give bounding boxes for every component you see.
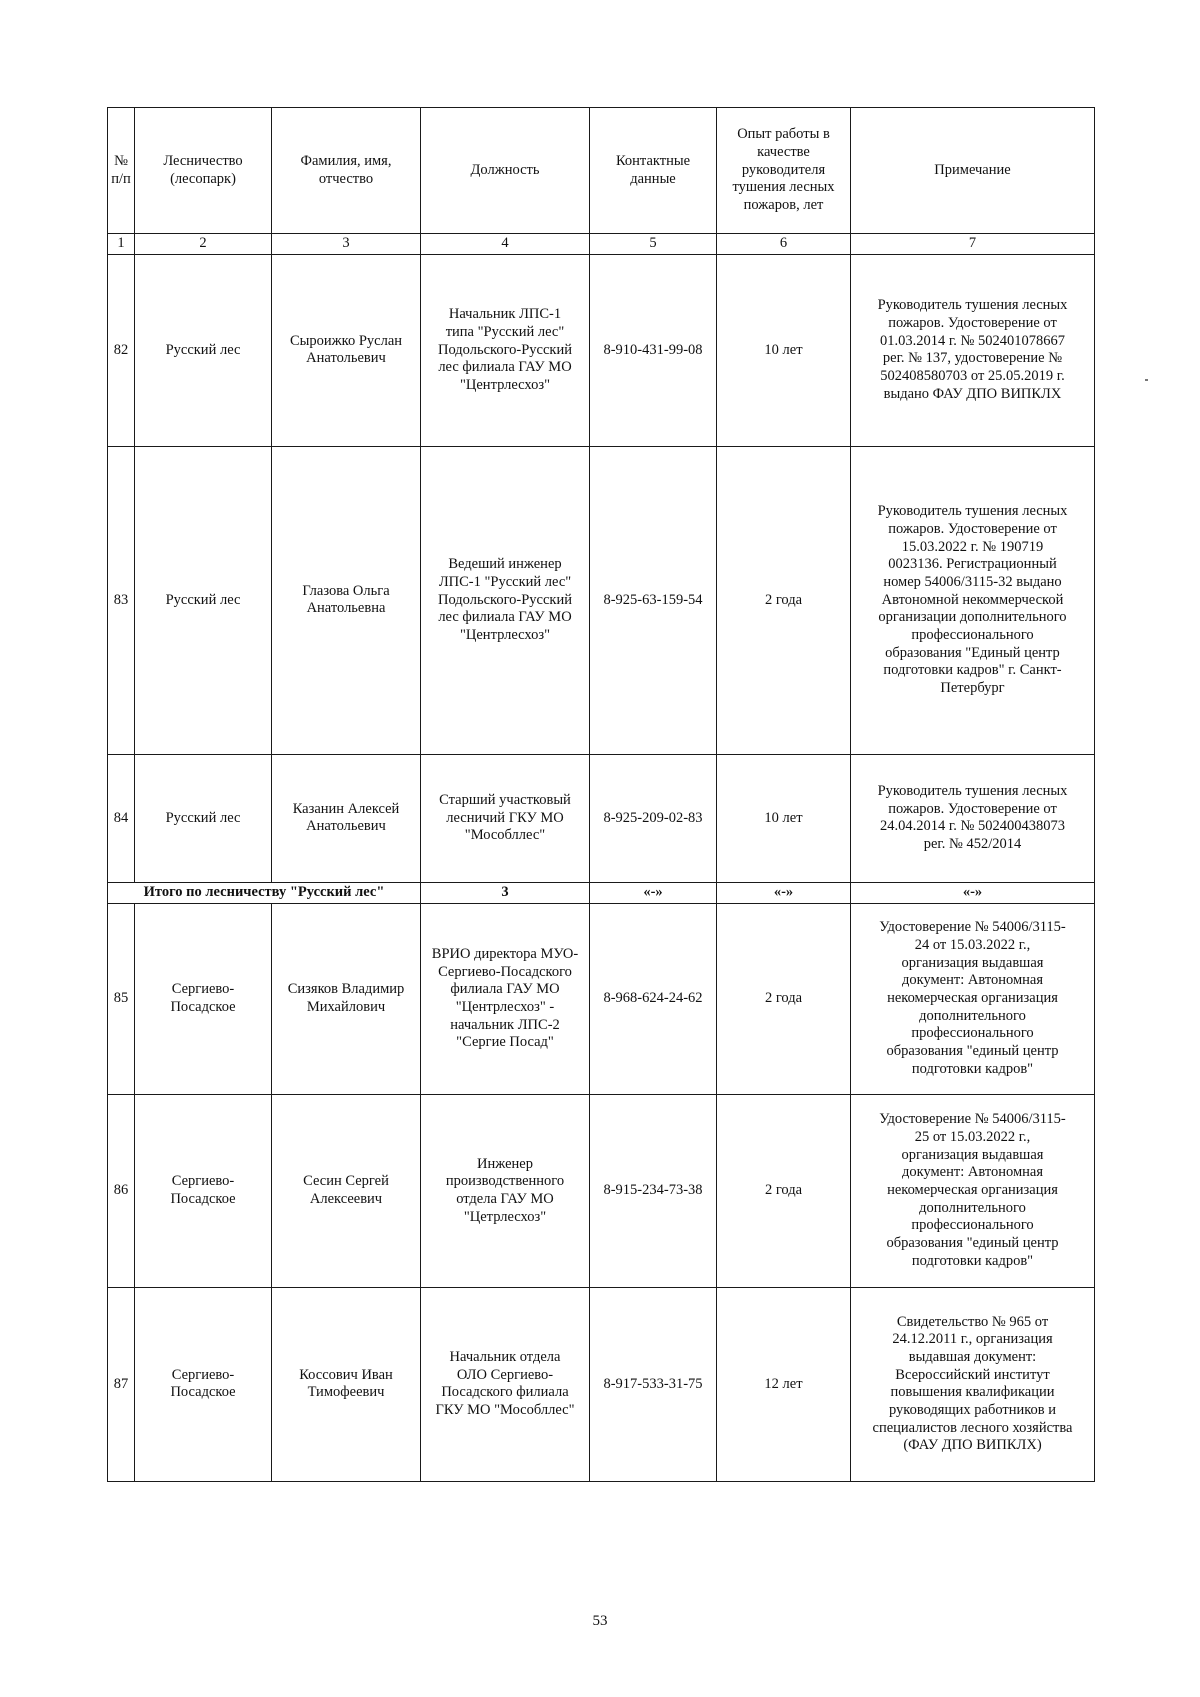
column-number: 6: [717, 234, 851, 255]
header-note: Примечание: [851, 108, 1095, 234]
row-contacts: 8-910-431-99-08: [590, 254, 717, 446]
row-contacts: 8-968-624-24-62: [590, 903, 717, 1094]
subtotal-row: [108, 882, 1095, 903]
row-experience: 2 года: [717, 903, 851, 1094]
header-fio: Фамилия, имя, отчество: [272, 108, 421, 234]
subtotal-count: 3: [421, 882, 590, 903]
row-fio: Глазова Ольга Анатольевна: [272, 446, 421, 754]
row-fio: Сесин Сергей Алексеевич: [272, 1094, 421, 1287]
row-note: Руководитель тушения лесных пожаров. Удостоверение от 01.03.2014 г. № 502401078667 рег. № 137, удостоверение № 502408580703 от 25.05.2019 г. выдано ФАУ ДПО ВИПКЛХ: [851, 254, 1095, 446]
row-position: Старший участковый лесничий ГКУ МО "Мособллес": [421, 754, 590, 882]
row-forestry: Русский лес: [135, 754, 272, 882]
row-contacts: 8-925-63-159-54: [590, 446, 717, 754]
row-position: Ведеший инженер ЛПС-1 "Русский лес" Подольского-Русский лес филиала ГАУ МО "Центрлесхоз": [421, 446, 590, 754]
table-row: [108, 903, 1095, 1094]
subtotal-note: «-»: [851, 882, 1095, 903]
row-forestry: Сергиево- Посадское: [135, 903, 272, 1094]
row-note: Удостоверение № 54006/3115- 25 от 15.03.2022 г., организация выдавшая документ: Автономная некомерческая организация дополнительного профессионального образования "единый центр подготовки кадров": [851, 1094, 1095, 1287]
row-num: 83: [108, 446, 135, 754]
subtotal-label: Итого по лесничеству "Русский лес": [108, 882, 421, 903]
row-num: 87: [108, 1287, 135, 1481]
column-number: 5: [590, 234, 717, 255]
subtotal-experience: «-»: [717, 882, 851, 903]
row-experience: 2 года: [717, 446, 851, 754]
page-number: 53: [592, 1613, 608, 1629]
row-experience: 10 лет: [717, 254, 851, 446]
row-contacts: 8-917-533-31-75: [590, 1287, 717, 1481]
forest-fire-leaders-table: [107, 107, 1095, 1482]
header-position: Должность: [421, 108, 590, 234]
row-note: Руководитель тушения лесных пожаров. Удостоверение от 15.03.2022 г. № 190719 0023136. Регистрационный номер 54006/3115-32 выдано Автономной некоммерческой организации дополнительного профессионального образования "Единый центр подготовки кадров" г. Санкт- Петербург: [851, 446, 1095, 754]
column-number: 1: [108, 234, 135, 255]
header-num: № п/п: [108, 108, 135, 234]
row-contacts: 8-925-209-02-83: [590, 754, 717, 882]
row-forestry: Сергиево- Посадское: [135, 1094, 272, 1287]
column-numbers-row: [108, 234, 1095, 255]
column-number: 3: [272, 234, 421, 255]
column-number: 4: [421, 234, 590, 255]
row-note: Свидетельство № 965 от 24.12.2011 г., организация выдавшая документ: Всероссийский институт повышения квалификации руководящих работников и специалистов лесного хозяйства (ФАУ ДПО ВИПКЛХ): [851, 1287, 1095, 1481]
column-number: 7: [851, 234, 1095, 255]
margin-mark: [1145, 379, 1148, 381]
row-position: ВРИО директора МУО- Сергиево-Посадского филиала ГАУ МО "Центрлесхоз" - начальник ЛПС-2 "Сергие Посад": [421, 903, 590, 1094]
header-contacts: Контактные данные: [590, 108, 717, 234]
subtotal-contacts: «-»: [590, 882, 717, 903]
table-row: [108, 1094, 1095, 1287]
table-row: [108, 446, 1095, 754]
row-position: Начальник отдела ОЛО Сергиево- Посадского филиала ГКУ МО "Мособллес": [421, 1287, 590, 1481]
row-num: 85: [108, 903, 135, 1094]
row-experience: 12 лет: [717, 1287, 851, 1481]
row-num: 86: [108, 1094, 135, 1287]
row-position: Начальник ЛПС-1 типа "Русский лес" Подольского-Русский лес филиала ГАУ МО "Центрлесхоз": [421, 254, 590, 446]
row-contacts: 8-915-234-73-38: [590, 1094, 717, 1287]
row-experience: 10 лет: [717, 754, 851, 882]
row-note: Удостоверение № 54006/3115- 24 от 15.03.2022 г., организация выдавшая документ: Автономная некомерческая организация дополнительного профессионального образования "единый центр подготовки кадров": [851, 903, 1095, 1094]
row-fio: Сыроижко Руслан Анатольевич: [272, 254, 421, 446]
table-row: [108, 254, 1095, 446]
row-fio: Казанин Алексей Анатольевич: [272, 754, 421, 882]
row-position: Инженер производственного отдела ГАУ МО "Цетрлесхоз": [421, 1094, 590, 1287]
table-row: [108, 1287, 1095, 1481]
row-fio: Сизяков Владимир Михайлович: [272, 903, 421, 1094]
row-fio: Коссович Иван Тимофеевич: [272, 1287, 421, 1481]
row-forestry: Русский лес: [135, 254, 272, 446]
header-experience: Опыт работы в качестве руководителя тушения лесных пожаров, лет: [717, 108, 851, 234]
row-forestry: Сергиево- Посадское: [135, 1287, 272, 1481]
table-header-row: [108, 108, 1095, 234]
row-forestry: Русский лес: [135, 446, 272, 754]
row-num: 84: [108, 754, 135, 882]
row-experience: 2 года: [717, 1094, 851, 1287]
row-note: Руководитель тушения лесных пожаров. Удостоверение от 24.04.2014 г. № 502400438073 рег. № 452/2014: [851, 754, 1095, 882]
row-num: 82: [108, 254, 135, 446]
table-row: [108, 754, 1095, 882]
column-number: 2: [135, 234, 272, 255]
header-forestry: Лесничество (лесопарк): [135, 108, 272, 234]
